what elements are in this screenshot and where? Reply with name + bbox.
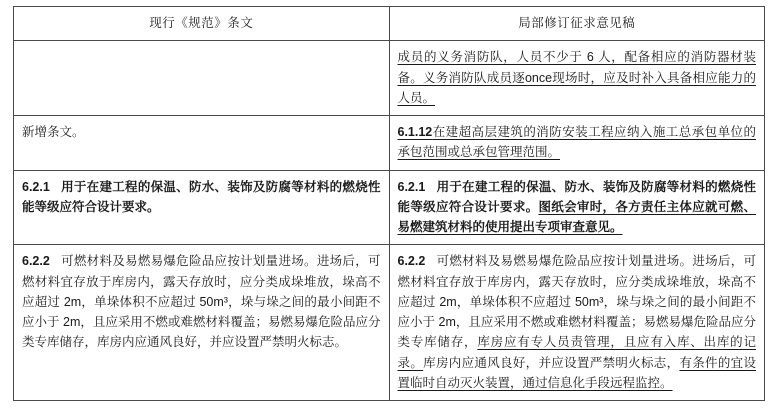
- table-row: [14, 41, 765, 116]
- clause-text-right-2: 在建超高层建筑的消防安装工程应纳入施工总承包单位的承包范围或总承包管理范围。: [397, 125, 756, 160]
- table-header-row: [14, 7, 765, 41]
- header-cell-revision: [389, 7, 765, 41]
- clause-text-left-2: 新增条文。: [22, 125, 85, 139]
- clause-number-left-4: 6.2.2: [22, 254, 50, 269]
- clause-number-right-3: 6.2.1: [397, 179, 426, 194]
- clause-number-left-3: 6.2.1: [22, 179, 50, 194]
- table-row: [14, 116, 765, 171]
- cell-revision-3: [389, 170, 765, 245]
- clause-text-right-1: 成员的义务消防队，人员不少于 6 人，配备相应的消防器材装备。义务消防队成员逐once现场时，应及时补入具备相应能力的人员。: [397, 50, 756, 105]
- cell-revision-4: [389, 245, 765, 401]
- clause-text-right-4-added-2: 有条件的宜设置临时自动灭火装置，通过信息化手段远程监控。: [397, 355, 756, 390]
- table-row: [14, 170, 765, 245]
- clause-text-right-4-added-1: 库房应有专人员责管理，且应有入库、出库的记录。: [397, 335, 756, 370]
- header-label-left: 现行《规范》条文: [149, 16, 254, 30]
- header-cell-current: [14, 7, 390, 41]
- cell-current-1: [14, 41, 390, 116]
- clause-text-left-3: 用于在建工程的保温、防水、装饰及防腐等材料的燃烧性能等级应符合设计要求。: [22, 179, 381, 214]
- clause-text-right-3: 用于在建工程的保温、防水、装饰及防腐等材料的燃烧性能等级应符合设计要求。: [397, 179, 756, 214]
- clause-text-right-3-added: 图纸会审时，各方责任主体应就可燃、易燃建筑材料的使用提出专项审查意见。: [397, 199, 756, 234]
- header-label-right: 局部修订征求意见稿: [518, 16, 636, 30]
- cell-current-2: [14, 116, 390, 171]
- clause-text-right-4: 可燃材料及易燃易爆危险品应按计划量进场。进场后，可燃材料宜存放于库房内，露天存放时，应分类成垛堆放，垛高不应超过 2m，单垛体积不应超过 50m³，垛与垛之间的最小间距不应小于 2m，且应采用不燃或难燃材料覆盖；易燃易爆危险品应分类专库储存，: [397, 254, 756, 350]
- cell-revision-2: [389, 116, 765, 171]
- clause-text-right-4-cont: 库房内应通风良好，并应设置严禁明火标志，: [423, 355, 680, 370]
- clause-text-left-4: 可燃材料及易燃易爆危险品应按计划量进场。进场后，可燃材料宜存放于库房内，露天存放时，应分类成垛堆放，垛高不应超过 2m，单垛体积不应超过 50m³，垛与垛之间的最小间距不应小于 2m，且应采用不燃或难燃材料覆盖；易燃易爆危险品应分类专库储存，库房内应通风良好，并应设置严禁明火标志。: [22, 254, 381, 350]
- clause-number-right-2: 6.1.12: [397, 125, 433, 139]
- cell-revision-1: [389, 41, 765, 116]
- cell-current-4: [14, 245, 390, 401]
- cell-current-3: [14, 170, 390, 245]
- comparison-table: [13, 6, 765, 401]
- table-row: [14, 245, 765, 401]
- clause-number-right-4: 6.2.2: [397, 254, 426, 269]
